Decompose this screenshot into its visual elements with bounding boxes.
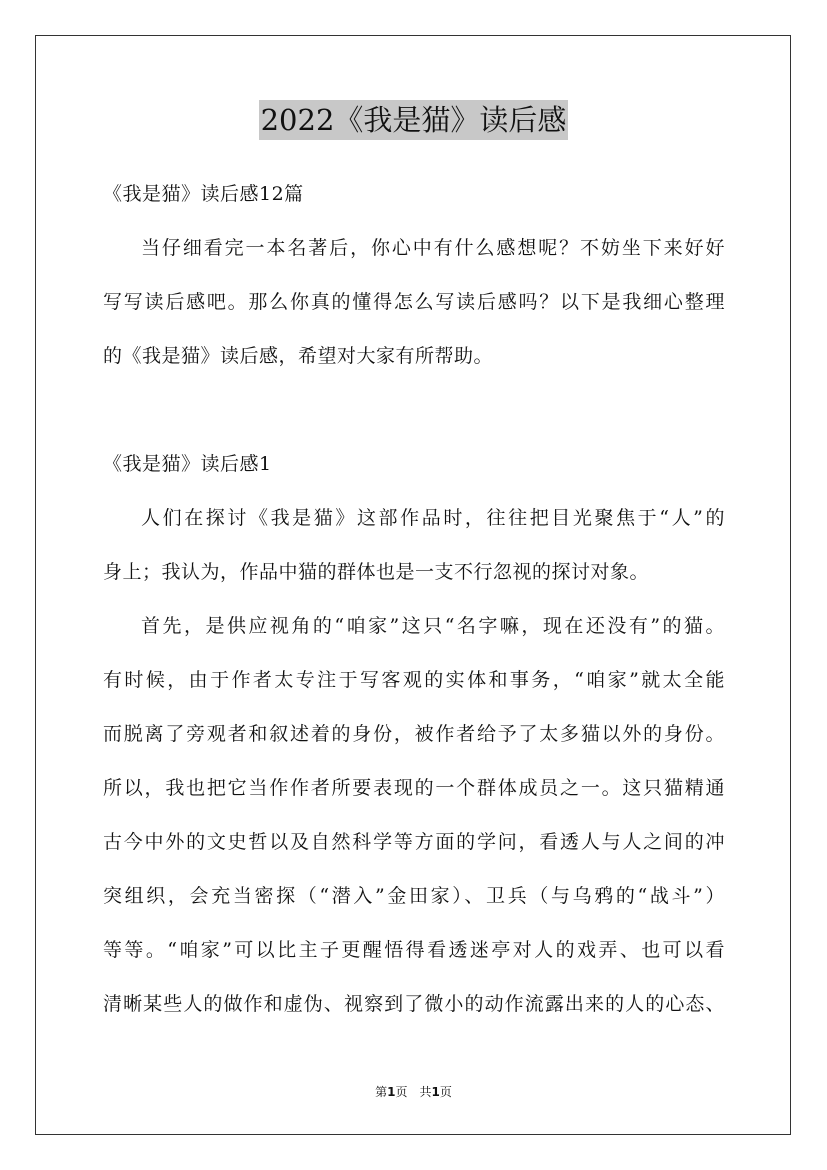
para2-line-6: 突组织，会充当密探（“潜入”金田家）、卫兵（与乌鸦的“战斗”） — [103, 885, 725, 907]
para1-line-2: 身上；我认为，作品中猫的群体也是一支不行忽视的探讨对象。 — [103, 561, 650, 583]
footer-total-suffix: 页 — [439, 1085, 452, 1099]
para2-line-2: 有时候，由于作者太专注于写客观的实体和事务，“咱家”就太全能 — [103, 669, 725, 691]
title-container — [0, 100, 827, 140]
para2-line-4: 所以，我也把它当作作者所要表现的一个群体成员之一。这只猫精通 — [103, 777, 725, 799]
para2-line-5: 古今中外的文史哲以及自然科学等方面的学问，看透人与人之间的冲 — [103, 831, 725, 853]
para2-line-8: 清晰某些人的做作和虚伪、视察到了微小的动作流露出来的人的心态、 — [103, 993, 725, 1015]
page-footer — [0, 1084, 827, 1100]
para2-line-1: 首先，是供应视角的“咱家”这只“名字嘛，现在还没有”的猫。 — [141, 615, 725, 637]
footer-page-suffix: 页 — [395, 1085, 408, 1099]
footer-page-number: 1 — [387, 1085, 396, 1099]
para2-line-3: 而脱离了旁观者和叙述着的身份，被作者给予了太多猫以外的身份。 — [103, 723, 725, 745]
footer-total-number: 1 — [431, 1085, 440, 1099]
footer-page-prefix: 第 — [375, 1085, 388, 1099]
para2-line-7: 等等。“咱家”可以比主子更醒悟得看透迷亭对人的戏弄、也可以看 — [103, 939, 725, 961]
intro-line-2: 写写读后感吧。那么你真的懂得怎么写读后感吗？以下是我细心整理 — [103, 291, 725, 313]
para1-line-1: 人们在探讨《我是猫》这部作品时，往往把目光聚焦于“人”的 — [141, 507, 725, 529]
section-heading: 《我是猫》读后感1 — [103, 453, 272, 475]
document-title: 2022《我是猫》读后感 — [259, 100, 569, 140]
intro-line-3: 的《我是猫》读后感，希望对大家有所帮助。 — [103, 345, 494, 367]
footer-total-prefix: 共 — [419, 1085, 432, 1099]
subtitle: 《我是猫》读后感12篇 — [103, 183, 304, 205]
intro-line-1: 当仔细看完一本名著后，你心中有什么感想呢？不妨坐下来好好 — [141, 237, 725, 259]
